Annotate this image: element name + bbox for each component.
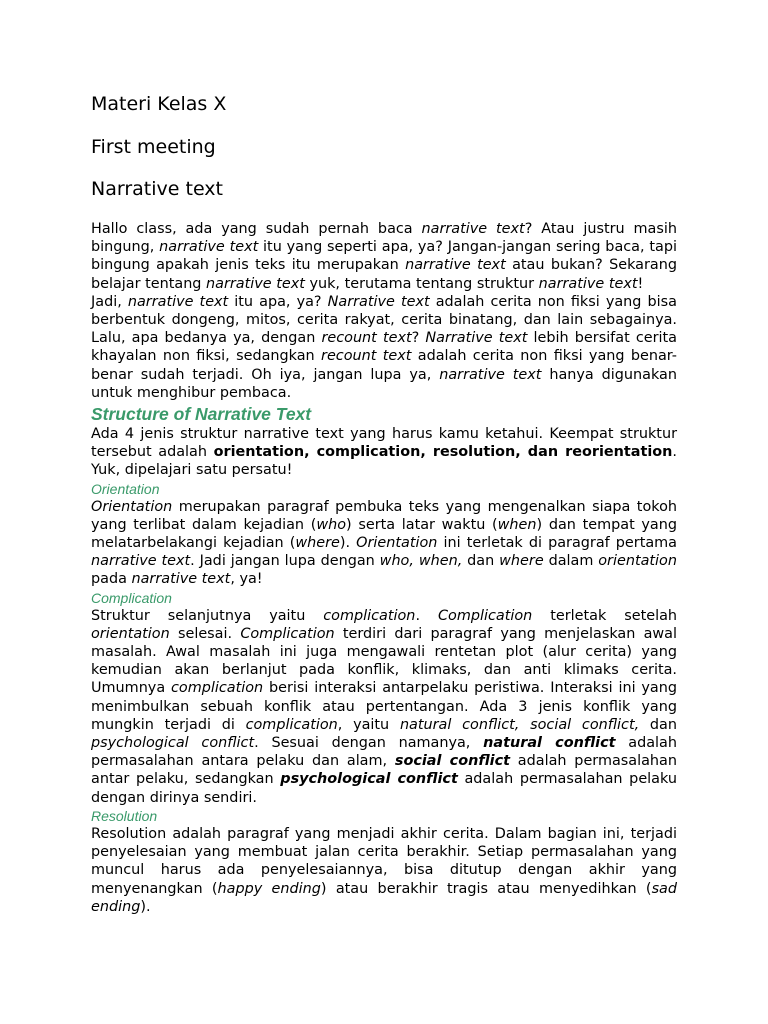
italic-term: natural conflict, social conflict,	[399, 716, 640, 733]
italic-term: who, when,	[379, 553, 463, 570]
italic-term: recount text	[321, 330, 412, 347]
italic-term: happy ending	[217, 880, 321, 897]
italic-term: complication	[170, 680, 264, 697]
italic-term: who	[316, 516, 347, 533]
italic-term: when	[497, 516, 537, 533]
italic-term: narrative text	[421, 221, 525, 237]
meeting-title: First meeting	[91, 136, 216, 158]
italic-term: sad ending	[91, 880, 678, 915]
italic-term: narrative text	[91, 553, 191, 570]
italic-term: where	[295, 535, 340, 552]
intro-paragraph-2: Jadi, narrative text itu apa, ya? Narrative text adalah cerita non fiksi yang bisa berbentuk dongeng, mitos, cerita rakyat, cerita binatang, dan lain sebagainya. Lalu, apa bedanya ya, dengan recount text? Narrative text lebih bersifat cerita khayalan non fiksi, sedangkan recount text adalah cerita non fiksi yang benar-benar sudah terjadi. Oh iya, jangan lupa ya, narrative text hanya digunakan untuk menghibur pembaca.	[91, 293, 677, 401]
italic-term: Orientation	[356, 535, 438, 552]
italic-term: narrative text	[131, 571, 231, 588]
italic-term: Narrative text	[425, 330, 528, 347]
class-title: Materi Kelas X	[91, 93, 227, 115]
italic-term: Narrative text	[327, 293, 430, 310]
italic-term: narrative text	[538, 275, 638, 292]
italic-term: recount text	[321, 348, 412, 365]
italic-term: complication	[245, 716, 338, 733]
bold-italic-term: natural conflict	[483, 735, 616, 752]
resolution-paragraph: Resolution adalah paragraf yang menjadi akhir cerita. Dalam bagian ini, terjadi penyelesaian yang membuat jalan cerita berakhir. Setiap permasalahan yang muncul harus ada penyelesaiannya, bisa ditutup dengan akhir yang menyenangkan (happy ending) atau berakhir tragis atau menyedihkan (sad ending).	[91, 825, 678, 915]
structure-heading: Structure of Narrative Text	[91, 404, 312, 425]
italic-term: Complication	[240, 625, 335, 642]
italic-term: orientation	[598, 553, 677, 570]
italic-term: complication	[323, 607, 416, 624]
italic-term: Orientation	[91, 498, 173, 515]
italic-term: narrative text	[127, 293, 229, 310]
italic-term: orientation	[91, 625, 170, 642]
complication-heading: Complication	[91, 589, 172, 606]
italic-term: narrative text	[206, 275, 305, 292]
structure-paragraph: Ada 4 jenis struktur narrative text yang harus kamu ketahui. Keempat struktur tersebut adalah orientation, complication, resolution, dan reorientation. Yuk, dipelajari satu persatu!	[91, 426, 677, 479]
bold-italic-term: social conflict	[394, 753, 511, 770]
italic-term: narrative text	[159, 239, 259, 256]
orientation-paragraph: Orientation merupakan paragraf pembuka teks yang mengenalkan siapa tokoh yang terlibat dalam kejadian (who) serta latar waktu (when) dan tempat yang melatarbelakangi kejadian (where). Orientation ini terletak di paragraf pertama narrative text. Jadi jangan lupa dengan who, when, dan where dalam orientation pada narrative text, ya!	[91, 498, 677, 588]
italic-term: psychological conflict	[91, 735, 255, 752]
resolution-heading: Resolution	[91, 807, 158, 824]
italic-term: narrative text	[405, 257, 506, 274]
italic-term: narrative text	[439, 366, 542, 383]
document-body	[91, 220, 677, 916]
italic-term: where	[499, 553, 544, 570]
bold-term: orientation, complication, resolution, dan reorientation	[213, 444, 673, 461]
orientation-heading: Orientation	[91, 480, 160, 497]
bold-italic-term: psychological conflict	[280, 771, 458, 788]
intro-paragraph-1: Hallo class, ada yang sudah pernah baca narrative text? Atau justru masih bingung, narrative text itu yang seperti apa, ya? Jangan-jangan sering baca, tapi bingung apakah jenis teks itu merupakan narrative text atau bukan? Sekarang belajar tentang narrative text yuk, terutama tentang struktur narrative text!	[91, 221, 677, 292]
topic-title: Narrative text	[91, 178, 223, 200]
italic-term: Complication	[437, 607, 533, 624]
complication-paragraph: Struktur selanjutnya yaitu complication. Complication terletak setelah orientation selesai. Complication terdiri dari paragraf yang menjelaskan awal masalah. Awal masalah ini juga mengawali rentetan plot (alur cerita) yang kemudian akan berlanjut pada konflik, klimaks, dan anti klimaks cerita. Umumnya complication berisi interaksi antarpelaku peristiwa. Interaksi ini yang menimbulkan sebuah konflik atau pertentangan. Ada 3 jenis konflik yang mungkin terjadi di complication, yaitu natural conflict, social conflict, dan psychological conflict. Sesuai dengan namanya, natural conflict adalah permasalahan antara pelaku dan alam, social conflict adalah permasalahan antar pelaku, sedangkan psychological conflict adalah permasalahan pelaku dengan dirinya sendiri.	[91, 607, 678, 806]
